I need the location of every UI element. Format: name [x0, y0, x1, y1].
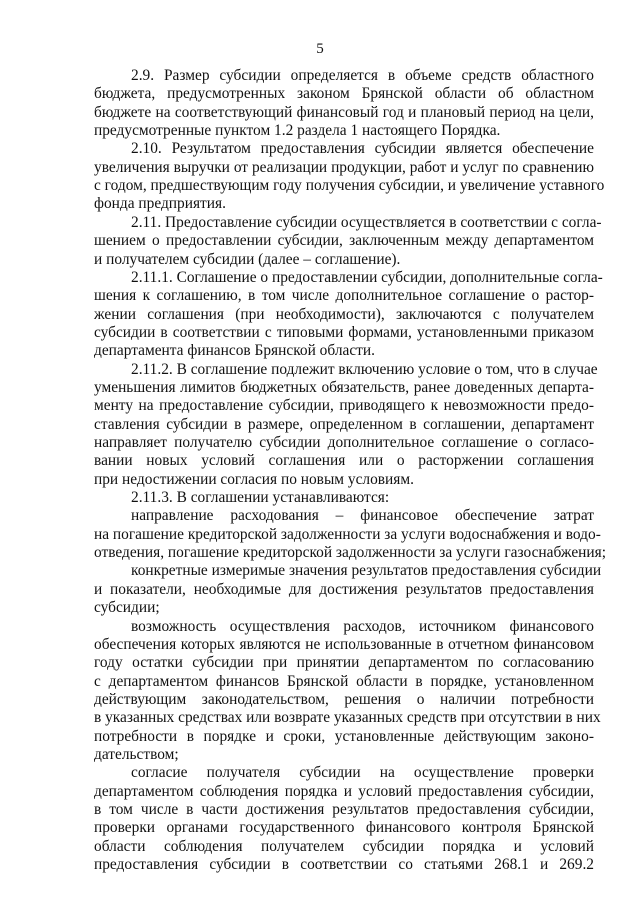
- text-line: конкретные измеримые значения результатов предоставления субсидии: [131, 562, 602, 580]
- text-line: 2.11. Предоставление субсидии осуществляется в соответствии с согла-: [131, 213, 602, 231]
- text-line: 2.9. Размер субсидии определяется в объеме средств областного: [131, 67, 594, 84]
- text-line: шения к соглашению, в том числе дополнительное соглашение о растор-: [94, 287, 594, 305]
- text-line: году остатки субсидии при принятии департаментом по согласованию: [94, 654, 594, 672]
- text-line: бюджета, предусмотренных законом Брянской области об областном: [94, 85, 594, 103]
- text-line: действующим законодательством, решения о наличии потребности: [94, 690, 594, 708]
- text-line: направляет получателю субсидии дополнительное соглашение о согласо-: [94, 434, 594, 451]
- text-line: уменьшения лимитов бюджетных обязательств, ранее доведенных департа-: [94, 378, 594, 396]
- text-line: на погашение кредиторской задолженности за услуги водоснабжения и водо-: [94, 525, 601, 543]
- text-line: потребности в порядке и сроки, установленные действующим законо-: [94, 727, 594, 745]
- text-line: возможность осуществления расходов, источником финансового: [131, 617, 594, 635]
- text-line: согласие получателя субсидии на осуществление проверки: [131, 764, 594, 782]
- text-line: и показатели, необходимые для достижения результатов предоставления: [94, 580, 594, 598]
- text-line: субсидии;: [94, 599, 160, 617]
- text-line: с департаментом финансов Брянской области в порядке, установленном: [94, 672, 594, 690]
- text-line: увеличения выручки от реализации продукции, работ и услуг по сравнению: [94, 158, 594, 176]
- text-line: в указанных средствах или возврате указанных средств при отсутствии в них: [94, 709, 601, 727]
- text-line: вании новых условий соглашения или о расторжении соглашения: [94, 452, 594, 470]
- text-line: предусмотренные пунктом 1.2 раздела 1 настоящего Порядка.: [94, 122, 501, 140]
- text-line: в том числе в части достижения результатов предоставления субсидии,: [94, 801, 594, 818]
- text-line: области соблюдения получателем субсидии порядка и условий: [94, 837, 594, 855]
- text-line: при недостижении согласия по новым условиям.: [94, 470, 414, 488]
- text-line: с годом, предшествующим году получения субсидии, и увеличение уставного: [94, 177, 605, 195]
- page-number: 5: [316, 41, 324, 57]
- text-line: ставления субсидии в размере, определенном в соглашении, департамент: [94, 415, 594, 433]
- text-line: предоставления субсидии в соответствии со статьями 268.1 и 269.2: [94, 856, 594, 874]
- text-line: отведения, погашение кредиторской задолженности за услуги газоснабжения;: [94, 544, 607, 562]
- text-line: направление расходования – финансовое обеспечение затрат: [131, 507, 594, 525]
- text-line: субсидии в соответствии с типовыми формами, установленными приказом: [94, 323, 594, 341]
- text-line: департаментом соблюдения порядка и условий предоставления субсидии,: [94, 782, 594, 800]
- text-line: 2.10. Результатом предоставления субсидии является обеспечение: [131, 140, 594, 158]
- text-line: департамента финансов Брянской области.: [94, 342, 375, 360]
- text-line: дательством;: [94, 745, 179, 763]
- text-line: шением о предоставлении субсидии, заключенным между департаментом: [94, 232, 594, 250]
- text-line: фонда предприятия.: [94, 195, 226, 213]
- text-line: 2.11.2. В соглашение подлежит включению условие о том, что в случае: [131, 360, 598, 378]
- text-line: 2.11.1. Соглашение о предоставлении субсидии, дополнительные согла-: [131, 268, 603, 286]
- text-line: проверки органами государственного финансового контроля Брянской: [94, 819, 594, 837]
- text-line: жении соглашения (при необходимости), заключаются с получателем: [94, 305, 594, 323]
- text-line: бюджете на соответствующий финансовый год и плановый период на цели,: [94, 103, 594, 121]
- text-line: обеспечения которых являются не использованные в отчетном финансовом: [94, 635, 594, 653]
- text-line: и получателем субсидии (далее – соглашение).: [94, 250, 401, 268]
- text-line: 2.11.3. В соглашении устанавливаются:: [131, 489, 390, 507]
- text-line: менту на предоставление субсидии, приводящего к невозможности предо-: [94, 397, 594, 415]
